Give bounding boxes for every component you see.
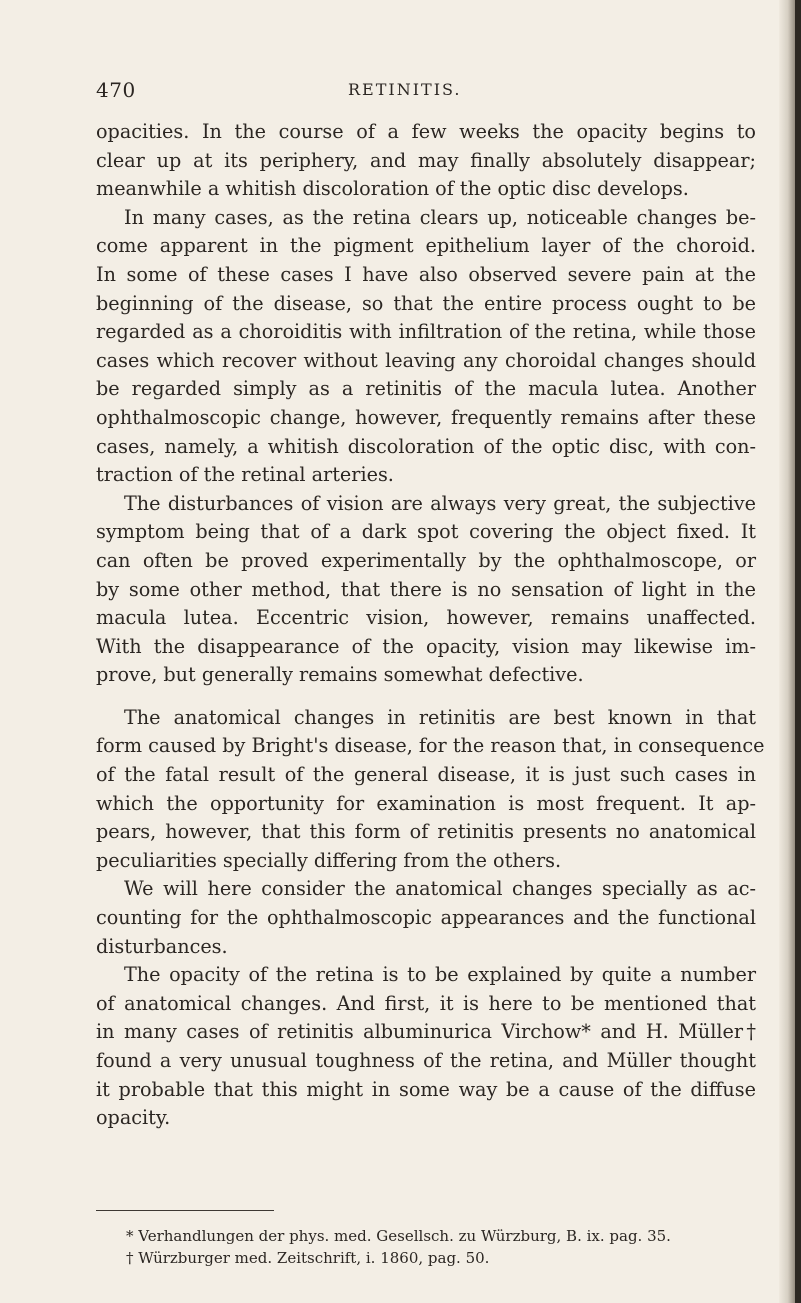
text-line: traction of the retinal arteries. <box>96 463 394 487</box>
text-line: opacity. <box>96 1106 171 1130</box>
paragraph <box>96 118 756 204</box>
text-line: The opacity of the retina is to be explained by quite a number <box>124 963 756 987</box>
running-head: RETINITIS. <box>348 80 462 99</box>
page-edge-binding <box>795 0 801 1303</box>
text-line: prove, but generally remains somewhat defective. <box>96 663 584 687</box>
text-line: The anatomical changes in retinitis are best known in that <box>124 705 756 729</box>
section-gap <box>96 690 756 704</box>
text-line: cases which recover without leaving any choroidal changes should <box>96 348 756 372</box>
text-line: by some other method, that there is no sensation of light in the <box>96 577 756 601</box>
footnote: * Verhandlungen der phys. med. Gesellsch. zu Würzburg, B. ix. pag. 35. <box>126 1227 671 1245</box>
text-line: In many cases, as the retina clears up, noticeable changes be- <box>124 205 756 229</box>
text-line: ophthalmoscopic change, however, frequently remains after these <box>96 405 756 429</box>
paragraph <box>96 490 756 690</box>
text-line: can often be proved experimentally by the ophthalmoscope, or <box>96 548 756 572</box>
paragraph <box>96 704 765 876</box>
text-line: The disturbances of vision are always very great, the subjective <box>124 491 756 515</box>
text-line: it probable that this might in some way be a cause of the diffuse <box>96 1077 756 1101</box>
text-line: cases, namely, a whitish discoloration of the optic disc, with con- <box>96 434 756 458</box>
text-line: In some of these cases I have also observed severe pain at the <box>96 262 756 286</box>
page-number: 470 <box>96 78 136 102</box>
text-line: come apparent in the pigment epithelium layer of the choroid. <box>96 234 756 258</box>
footnote: † Würzburger med. Zeitschrift, i. 1860, pag. 50. <box>126 1249 490 1267</box>
text-line: peculiarities specially differing from the others. <box>96 848 562 872</box>
text-line: meanwhile a whitish discoloration of the optic disc develops. <box>96 177 689 201</box>
paragraph <box>96 961 756 1133</box>
text-line: of the fatal result of the general disease, it is just such cases in <box>96 763 756 787</box>
text-line: found a very unusual toughness of the retina, and Müller thought <box>96 1049 756 1072</box>
footnote-rule <box>96 1210 274 1211</box>
text-line: regarded as a choroiditis with infiltration of the retina, while those <box>96 320 756 344</box>
text-line: of anatomical changes. And first, it is here to be mentioned that <box>96 991 756 1015</box>
paragraph <box>96 204 756 490</box>
text-line: which the opportunity for examination is most frequent. It ap- <box>96 791 756 815</box>
text-line: form caused by Bright's disease, for the reason that, in consequence <box>96 734 765 758</box>
text-line: We will here consider the anatomical changes specially as ac- <box>124 877 756 901</box>
text-line: clear up at its periphery, and may finally absolutely disappear; <box>96 148 756 172</box>
text-line: With the disappearance of the opacity, vision may likewise im- <box>96 634 756 658</box>
text-line: in many cases of retinitis albuminurica Virchow* and H. Müller† <box>96 1020 756 1044</box>
text-line: opacities. In the course of a few weeks the opacity begins to <box>96 120 756 143</box>
text-line: beginning of the disease, so that the entire process ought to be <box>96 291 756 315</box>
text-line: be regarded simply as a retinitis of the macula lutea. Another <box>96 377 756 401</box>
paragraph <box>96 875 756 961</box>
text-line: symptom being that of a dark spot covering the object fixed. It <box>96 520 756 544</box>
text-line: pears, however, that this form of retinitis presents no anatomical <box>96 820 756 844</box>
page-header <box>96 78 756 104</box>
footnotes <box>126 1225 756 1269</box>
body-text <box>96 118 765 1133</box>
text-line: counting for the ophthalmoscopic appearances and the functional <box>96 906 756 930</box>
text-line: disturbances. <box>96 934 228 958</box>
text-line: macula lutea. Eccentric vision, however, remains unaffected. <box>96 606 756 630</box>
